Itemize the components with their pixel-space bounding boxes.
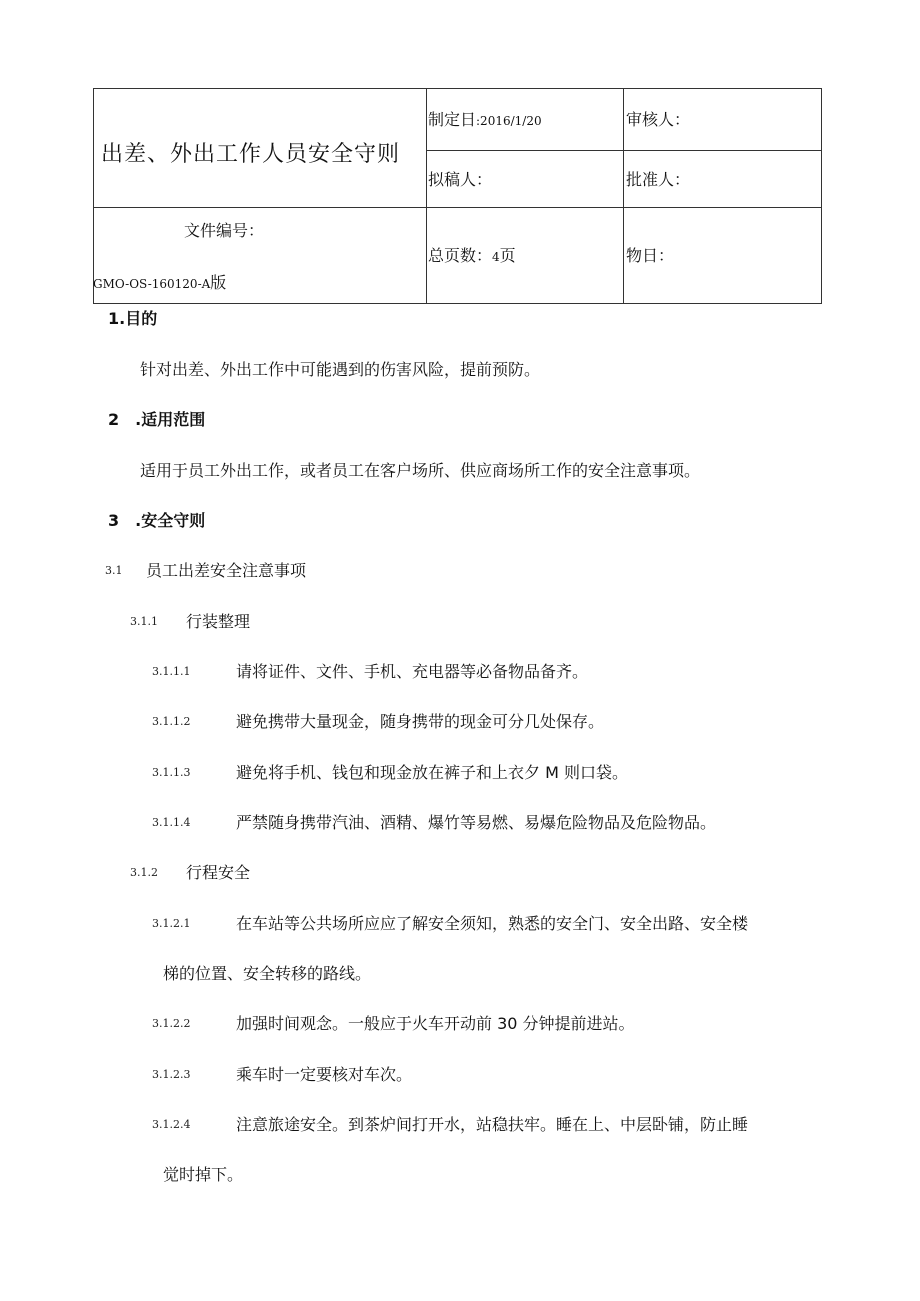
date-value: :2016/1/20 — [476, 114, 542, 128]
list-item-number: 3.1.1.2 — [152, 715, 191, 728]
subsection-3-1-2-number: 3.1.2 — [130, 866, 158, 879]
document-header-table — [93, 88, 822, 304]
list-item-text: 加强时间观念。一般应于火车开动前 30 分钟提前进站。 — [236, 1014, 635, 1033]
page-count — [428, 246, 516, 267]
section-3-number: 3 — [108, 511, 120, 530]
subsection-3-1-title: 员工出差安全注意事项 — [146, 561, 307, 580]
section-2-title: .适用范围 — [135, 410, 206, 429]
list-item-text: 避免将手机、钱包和现金放在裤子和上衣夕 M 则口袋。 — [236, 763, 628, 782]
reviewer-label: 审核人： — [626, 110, 691, 129]
table-border-bottom — [93, 303, 822, 304]
list-item-text: 注意旅途安全。到茶炉间打开水，站稳扶牢。睡在上、中层卧铺，防止睡 — [236, 1115, 749, 1134]
list-item-continuation: 觉时掉下。 — [163, 1165, 244, 1184]
list-item-number: 3.1.2.1 — [152, 917, 191, 930]
list-item-number: 3.1.2.3 — [152, 1068, 191, 1081]
subsection-3-1-2-title: 行程安全 — [186, 863, 251, 882]
page-count-unit: 页 — [499, 246, 516, 265]
section-2-text: 适用于员工外出工作，或者员工在客户场所、供应商场所工作的安全注意事项。 — [140, 461, 701, 480]
file-number-value: GMO-OS-160120-A — [93, 277, 211, 291]
section-1-text: 针对出差、外出工作中可能遇到的伤害风险，提前预防。 — [140, 360, 541, 379]
file-number — [93, 273, 226, 294]
date-label: 制定日 — [428, 110, 477, 129]
section-2-heading — [108, 409, 205, 431]
list-item-text: 请将证件、文件、手机、充电器等必备物品备齐。 — [236, 662, 589, 681]
list-item-number: 3.1.1.1 — [152, 665, 191, 678]
approver-label: 批准人： — [626, 170, 691, 189]
table-border-left — [93, 88, 94, 304]
wu-ri-label: 物日： — [626, 246, 675, 265]
file-number-label: 文件编号： — [184, 221, 265, 240]
list-item-continuation: 梯的位置、安全转移的路线。 — [163, 964, 372, 983]
list-item-text: 在车站等公共场所应应了解安全须知，熟悉的安全门、安全出路、安全楼 — [236, 914, 749, 933]
list-item-text: 避免携带大量现金，随身携带的现金可分几处保存。 — [236, 712, 605, 731]
subsection-3-1-1-number: 3.1.1 — [130, 615, 158, 628]
list-item-number: 3.1.2.4 — [152, 1118, 191, 1131]
list-item-number: 3.1.2.2 — [152, 1017, 191, 1030]
table-col-divider-1 — [426, 88, 427, 304]
document-title: 出差、外出工作人员安全守则 — [101, 142, 401, 167]
table-border-right — [821, 88, 822, 304]
section-3-heading — [108, 510, 205, 532]
date-field — [428, 110, 542, 131]
subsection-3-1-number: 3.1 — [105, 564, 123, 577]
list-item-number: 3.1.1.4 — [152, 816, 191, 829]
table-subrow-divider — [426, 150, 822, 151]
list-item-text: 乘车时一定要核对车次。 — [236, 1065, 413, 1084]
table-col-divider-2 — [623, 88, 624, 304]
list-item-number: 3.1.1.3 — [152, 766, 191, 779]
section-2-number: 2 — [108, 410, 120, 429]
file-number-suffix: 版 — [210, 273, 227, 292]
section-3-title: .安全守则 — [135, 511, 206, 530]
drafter-label: 拟稿人： — [428, 170, 493, 189]
page-count-label: 总页数： — [428, 246, 493, 265]
subsection-3-1-1-title: 行装整理 — [186, 612, 251, 631]
page-count-value: 4 — [492, 250, 500, 264]
list-item-text: 严禁随身携带汽油、酒精、爆竹等易燃、易爆危险物品及危险物品。 — [236, 813, 717, 832]
table-border-top — [93, 88, 822, 89]
section-1-heading: 1.目的 — [108, 309, 158, 328]
table-row-divider — [93, 207, 822, 208]
